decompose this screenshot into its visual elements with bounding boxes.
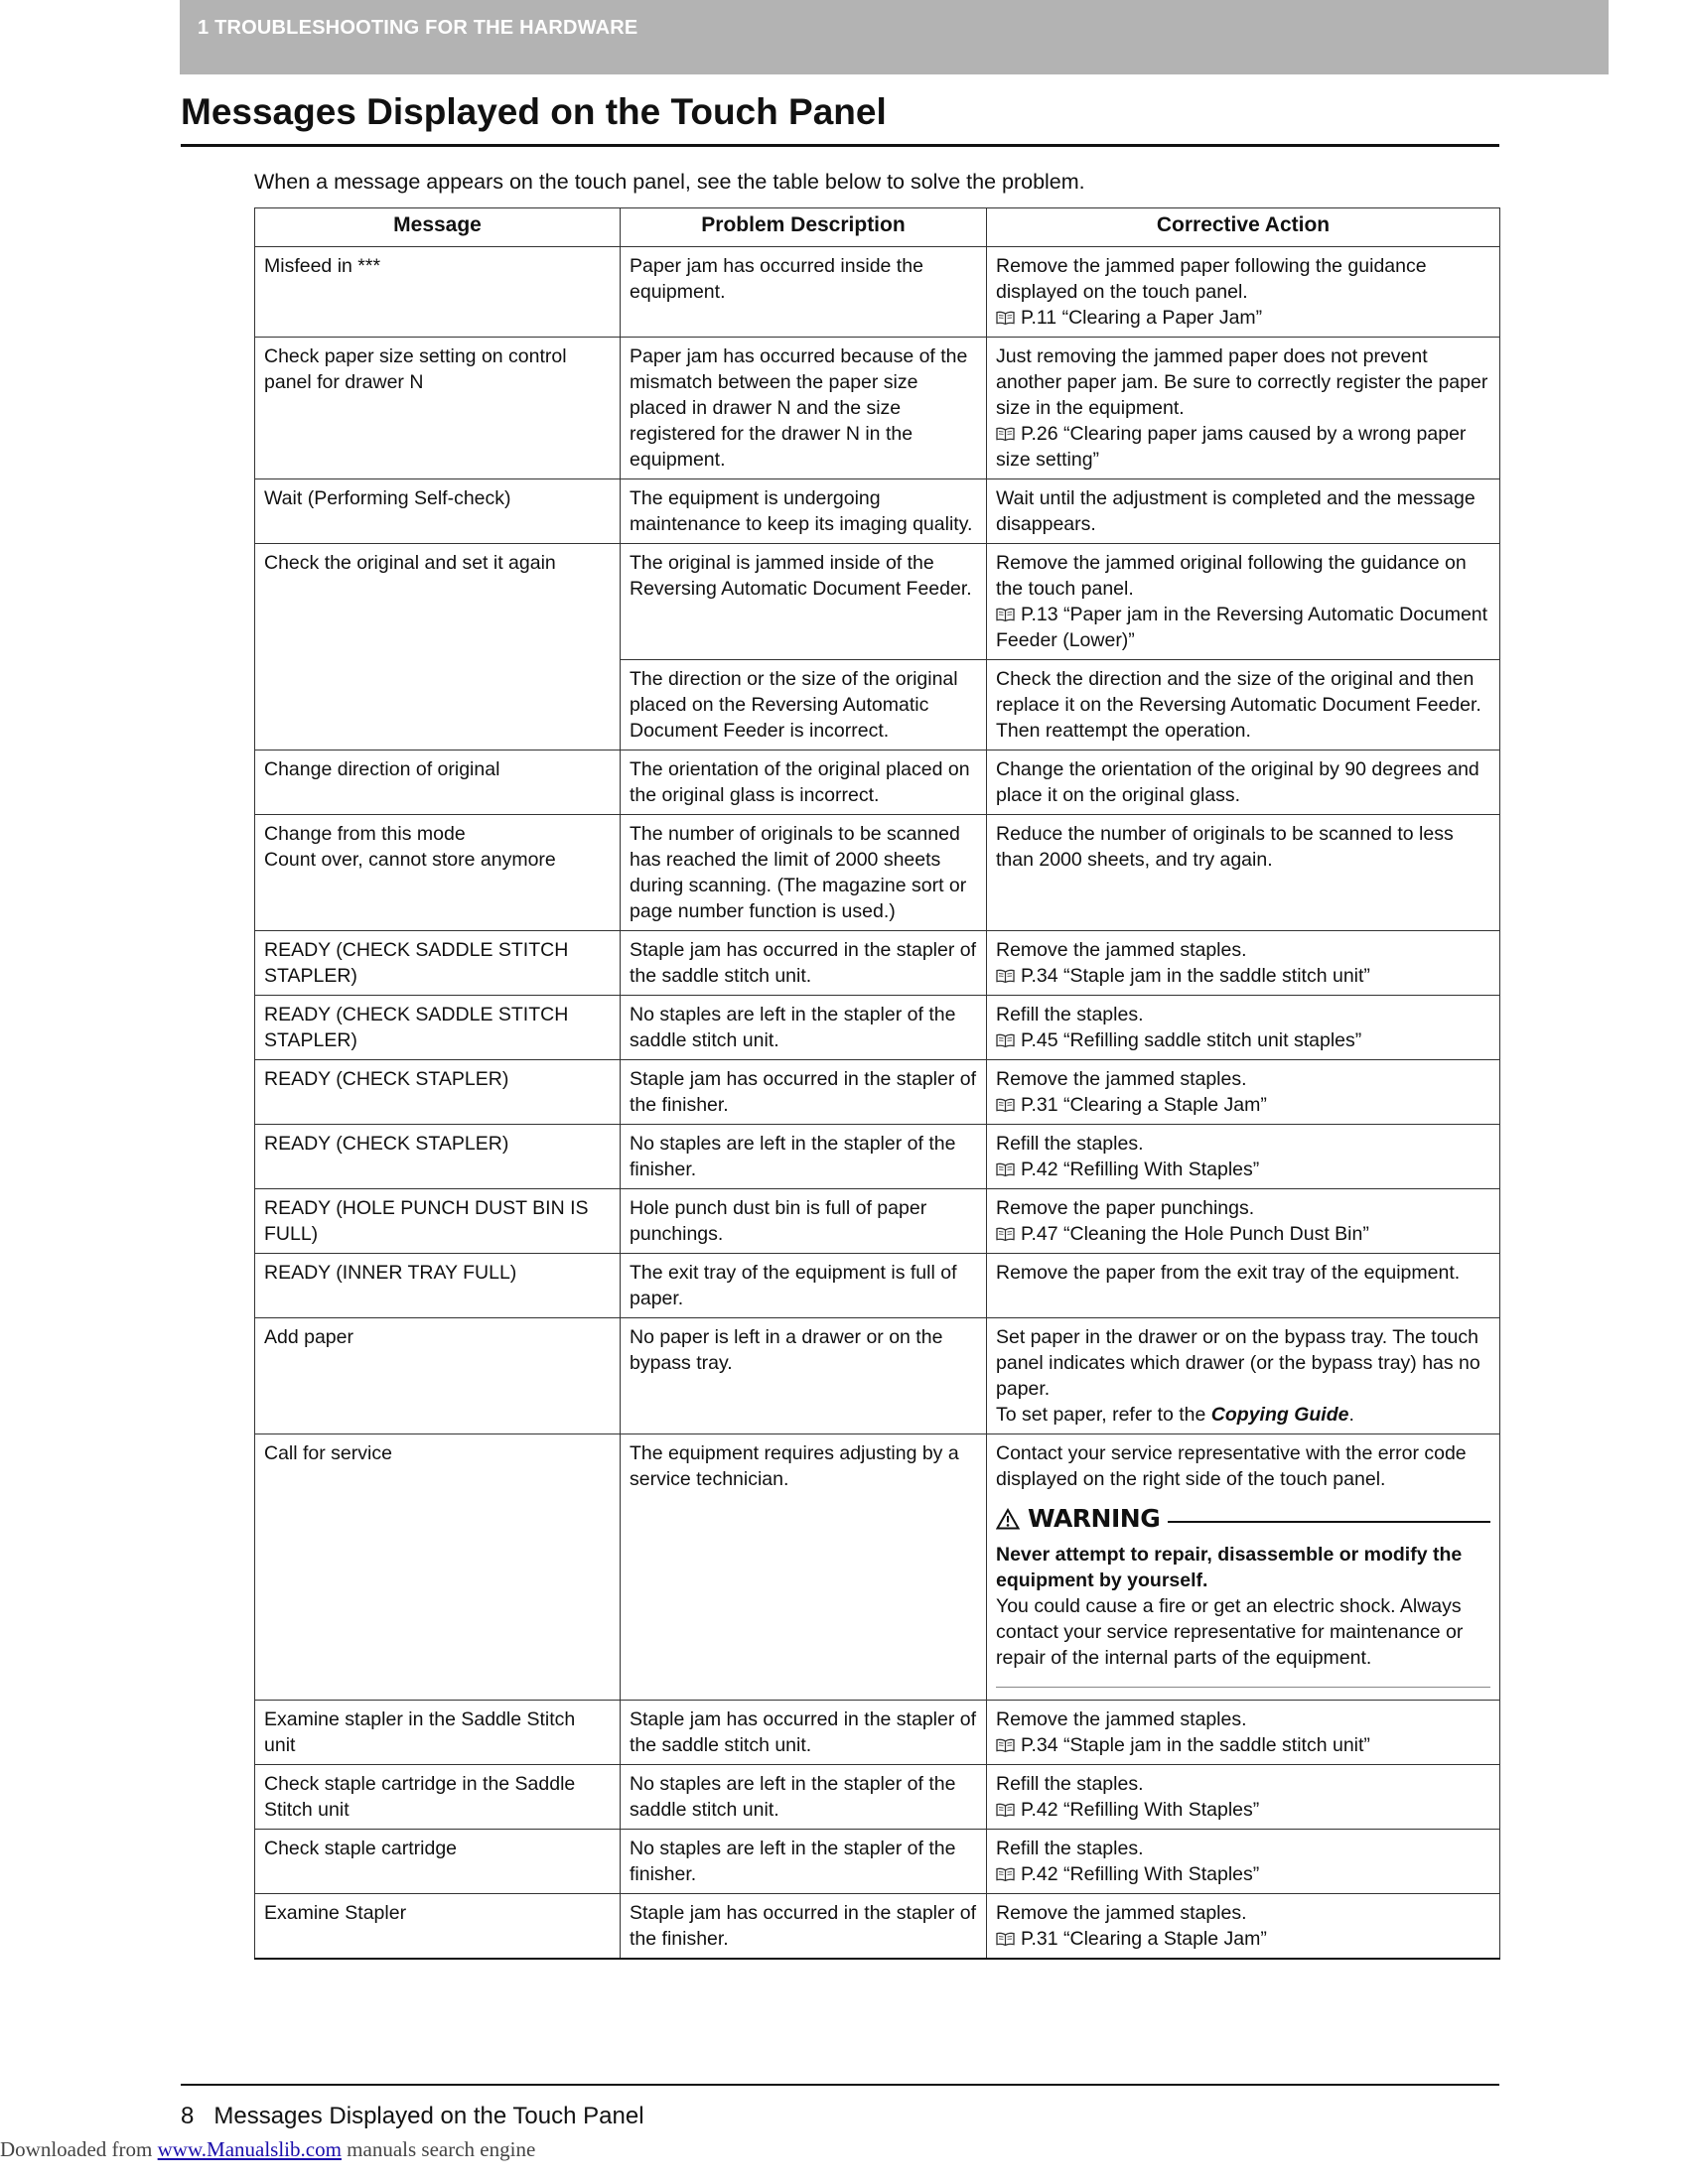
action-guide-suffix: . <box>1348 1404 1354 1426</box>
message-cell <box>255 1060 621 1125</box>
problem-cell <box>621 1894 987 1960</box>
message-text: READY (INNER TRAY FULL) <box>264 1262 517 1284</box>
table-row <box>255 1060 1500 1125</box>
problem-text: The orientation of the original placed on the original glass is incorrect. <box>630 758 970 806</box>
message-cell <box>255 1701 621 1765</box>
table-row <box>255 815 1500 931</box>
message-cell <box>255 1765 621 1830</box>
problem-cell <box>621 1060 987 1125</box>
action-cell <box>987 1701 1500 1765</box>
message-cell <box>255 479 621 544</box>
table-row <box>255 1701 1500 1765</box>
message-cell <box>255 815 621 931</box>
problem-text: The exit tray of the equipment is full of paper. <box>630 1262 957 1309</box>
message-text: READY (CHECK STAPLER) <box>264 1133 509 1155</box>
problem-text: The number of originals to be scanned has reached the limit of 2000 sheets during scanning. (The magazine sort or page number function is used.) <box>630 823 967 922</box>
problem-cell <box>621 1830 987 1894</box>
problem-text: Staple jam has occurred in the stapler of the finisher. <box>630 1902 977 1950</box>
page-reference <box>996 1861 1490 1887</box>
message-cell <box>255 1318 621 1434</box>
message-text: READY (HOLE PUNCH DUST BIN IS FULL) <box>264 1197 589 1245</box>
message-cell <box>255 1125 621 1189</box>
table-row <box>255 1830 1500 1894</box>
page-reference-text: P.42 “Refilling With Staples” <box>1021 1799 1260 1821</box>
page-reference <box>996 602 1490 653</box>
page-footer <box>181 2103 644 2130</box>
action-guide-line <box>996 1402 1490 1428</box>
action-text: Remove the jammed staples. <box>996 1708 1247 1730</box>
footer-title: Messages Displayed on the Touch Panel <box>213 2103 644 2129</box>
problem-text: Paper jam has occurred because of the mismatch between the paper size placed in drawer N and the size registered for the drawer N in the equipment. <box>630 345 968 471</box>
problem-text: The equipment requires adjusting by a service technician. <box>630 1442 959 1490</box>
action-text: Remove the paper punchings. <box>996 1197 1255 1219</box>
action-text: Check the direction and the size of the original and then replace it on the Reversing Automatic Document Feeder. Then reattempt the operation. <box>996 668 1481 742</box>
action-text: Wait until the adjustment is completed and the message disappears. <box>996 487 1476 535</box>
action-text: Just removing the jammed paper does not prevent another paper jam. Be sure to correctly register the paper size in the equipment. <box>996 345 1488 419</box>
table-body <box>255 247 1500 1318</box>
copying-guide-title: Copying Guide <box>1210 1404 1349 1426</box>
action-cell <box>987 815 1500 931</box>
action-cell <box>987 544 1500 660</box>
table-row <box>255 479 1500 544</box>
footer-divider <box>181 2084 1499 2086</box>
problem-text: No staples are left in the stapler of the saddle stitch unit. <box>630 1773 956 1821</box>
problem-cell <box>621 479 987 544</box>
action-text: Reduce the number of originals to be scanned to less than 2000 sheets, and try again. <box>996 823 1454 871</box>
problem-cell <box>621 751 987 815</box>
book-reference-icon <box>996 1867 1015 1881</box>
table-header-row <box>255 208 1500 247</box>
problem-text: The original is jammed inside of the Reversing Automatic Document Feeder. <box>630 552 972 600</box>
action-text: Refill the staples. <box>996 1838 1144 1859</box>
table-row <box>255 751 1500 815</box>
message-text: Count over, cannot store anymore <box>264 849 556 871</box>
problem-text: Staple jam has occurred in the stapler of the saddle stitch unit. <box>630 939 977 987</box>
problem-cell <box>621 544 987 660</box>
problem-cell <box>621 815 987 931</box>
message-text: Check paper size setting on control panel for drawer N <box>264 345 567 393</box>
message-cell <box>255 1254 621 1318</box>
message-text: Misfeed in *** <box>264 255 381 277</box>
problem-text: Staple jam has occurred in the stapler of the finisher. <box>630 1068 977 1116</box>
message-text: Check staple cartridge <box>264 1838 458 1859</box>
action-cell <box>987 1125 1500 1189</box>
problem-cell <box>621 931 987 996</box>
download-banner <box>0 2137 535 2162</box>
page-reference-text: P.34 “Staple jam in the saddle stitch unit” <box>1021 965 1370 987</box>
problem-cell <box>621 660 987 751</box>
page-reference <box>996 963 1490 989</box>
action-guide-prefix: To set paper, refer to the <box>996 1404 1211 1426</box>
message-text: Check the original and set it again <box>264 552 556 574</box>
book-reference-icon <box>996 311 1015 325</box>
table-row <box>255 1318 1500 1434</box>
message-cell <box>255 544 621 751</box>
action-cell <box>987 1830 1500 1894</box>
action-cell <box>987 1060 1500 1125</box>
problem-text: Staple jam has occurred in the stapler of the saddle stitch unit. <box>630 1708 977 1756</box>
action-text: Change the orientation of the original by 90 degrees and place it on the original glass. <box>996 758 1479 806</box>
warning-text: You could cause a fire or get an electric shock. Always contact your service representative for maintenance or repair of the internal parts of the equipment. <box>996 1595 1464 1669</box>
page-reference-text: P.31 “Clearing a Staple Jam” <box>1021 1928 1267 1950</box>
message-text: Check staple cartridge in the Saddle Stitch unit <box>264 1773 576 1821</box>
message-text: Call for service <box>264 1442 392 1464</box>
book-reference-icon <box>996 969 1015 983</box>
action-cell <box>987 338 1500 479</box>
action-cell <box>987 1765 1500 1830</box>
problem-cell <box>621 1434 987 1701</box>
page-number: 8 <box>181 2103 195 2129</box>
page-title: Messages Displayed on the Touch Panel <box>181 91 887 132</box>
problem-cell <box>621 1189 987 1254</box>
page-reference <box>996 1221 1490 1247</box>
problem-text: No paper is left in a drawer or on the bypass tray. <box>630 1326 943 1374</box>
download-prefix: Downloaded from <box>0 2137 158 2161</box>
message-text: Examine stapler in the Saddle Stitch unit <box>264 1708 576 1756</box>
message-cell <box>255 1434 621 1701</box>
table-row <box>255 1254 1500 1318</box>
book-reference-icon <box>996 427 1015 441</box>
action-cell <box>987 247 1500 338</box>
problem-cell <box>621 338 987 479</box>
action-text: Set paper in the drawer or on the bypass tray. The touch panel indicates which drawer (or the bypass tray) has no paper. <box>996 1326 1480 1400</box>
download-suffix: manuals search engine <box>341 2137 536 2161</box>
page-reference <box>996 1797 1490 1823</box>
messages-table <box>254 207 1500 1960</box>
table-row <box>255 338 1500 479</box>
table-body-special <box>255 1318 1500 1701</box>
header-problem: Problem Description <box>621 208 987 247</box>
table-row <box>255 1434 1500 1701</box>
action-text: Refill the staples. <box>996 1004 1144 1025</box>
message-text: Wait (Performing Self-check) <box>264 487 511 509</box>
header-message: Message <box>255 208 621 247</box>
action-cell <box>987 751 1500 815</box>
header-action: Corrective Action <box>987 208 1500 247</box>
problem-text: No staples are left in the stapler of the saddle stitch unit. <box>630 1004 956 1051</box>
message-cell <box>255 247 621 338</box>
page-reference-text: P.42 “Refilling With Staples” <box>1021 1863 1260 1885</box>
action-cell <box>987 931 1500 996</box>
warning-rule <box>1168 1521 1490 1523</box>
action-text: Refill the staples. <box>996 1133 1144 1155</box>
action-text: Remove the jammed staples. <box>996 1068 1247 1090</box>
message-cell <box>255 1894 621 1960</box>
page-reference <box>996 305 1490 331</box>
page-reference <box>996 1157 1490 1182</box>
page-reference-text: P.34 “Staple jam in the saddle stitch unit” <box>1021 1734 1370 1756</box>
manualslib-link[interactable]: www.Manualslib.com <box>157 2137 342 2161</box>
problem-text: Hole punch dust bin is full of paper punchings. <box>630 1197 927 1245</box>
page-reference-text: P.45 “Refilling saddle stitch unit staples” <box>1021 1029 1362 1051</box>
section-header-bar <box>180 0 1609 74</box>
action-text: Remove the jammed paper following the guidance displayed on the touch panel. <box>996 255 1427 303</box>
problem-cell <box>621 1318 987 1434</box>
action-text: Refill the staples. <box>996 1773 1144 1795</box>
message-text: Examine Stapler <box>264 1902 407 1924</box>
book-reference-icon <box>996 1098 1015 1112</box>
action-cell <box>987 996 1500 1060</box>
title-divider <box>181 144 1499 147</box>
table-row <box>255 247 1500 338</box>
action-text: Contact your service representative with the error code displayed on the right side of the touch panel. <box>996 1442 1467 1490</box>
problem-cell <box>621 1701 987 1765</box>
action-text: Remove the jammed original following the guidance on the touch panel. <box>996 552 1467 600</box>
problem-cell <box>621 1254 987 1318</box>
message-cell <box>255 1189 621 1254</box>
intro-text: When a message appears on the touch panel, see the table below to solve the problem. <box>254 170 1085 194</box>
book-reference-icon <box>996 1227 1015 1241</box>
book-reference-icon <box>996 608 1015 621</box>
page-reference <box>996 1027 1490 1053</box>
action-cell <box>987 1318 1500 1434</box>
page-reference <box>996 421 1490 473</box>
page-reference-text: P.11 “Clearing a Paper Jam” <box>1021 307 1263 329</box>
page-reference-text: P.42 “Refilling With Staples” <box>1021 1159 1260 1180</box>
table-row <box>255 931 1500 996</box>
problem-text: The equipment is undergoing maintenance to keep its imaging quality. <box>630 487 973 535</box>
book-reference-icon <box>996 1803 1015 1817</box>
table-row <box>255 1125 1500 1189</box>
warning-heading <box>996 1506 1490 1532</box>
table-row <box>255 1189 1500 1254</box>
action-text: Remove the jammed staples. <box>996 1902 1247 1924</box>
problem-text: No staples are left in the stapler of the finisher. <box>630 1133 956 1180</box>
table-row <box>255 1894 1500 1960</box>
problem-text: The direction or the size of the original placed on the Reversing Automatic Document Feeder is incorrect. <box>630 668 958 742</box>
action-cell <box>987 1254 1500 1318</box>
table-body-tail <box>255 1701 1500 1960</box>
message-text: Add paper <box>264 1326 353 1348</box>
warning-bold-text: Never attempt to repair, disassemble or modify the equipment by yourself. <box>996 1544 1463 1591</box>
message-text: READY (CHECK STAPLER) <box>264 1068 509 1090</box>
action-cell <box>987 660 1500 751</box>
problem-cell <box>621 1125 987 1189</box>
message-text: READY (CHECK SADDLE STITCH STAPLER) <box>264 1004 569 1051</box>
book-reference-icon <box>996 1162 1015 1176</box>
problem-text: Paper jam has occurred inside the equipment. <box>630 255 923 303</box>
problem-cell <box>621 1765 987 1830</box>
problem-text: No staples are left in the stapler of the finisher. <box>630 1838 956 1885</box>
message-cell <box>255 338 621 479</box>
page-reference <box>996 1732 1490 1758</box>
message-cell <box>255 1830 621 1894</box>
action-cell <box>987 479 1500 544</box>
problem-cell <box>621 247 987 338</box>
action-cell <box>987 1189 1500 1254</box>
table-row <box>255 996 1500 1060</box>
book-reference-icon <box>996 1932 1015 1946</box>
warning-triangle-icon <box>996 1508 1020 1530</box>
action-cell <box>987 1434 1500 1701</box>
section-header-label: 1 TROUBLESHOOTING FOR THE HARDWARE <box>198 17 638 39</box>
page-reference-text: P.13 “Paper jam in the Reversing Automatic Document Feeder (Lower)” <box>996 604 1488 651</box>
book-reference-icon <box>996 1738 1015 1752</box>
action-cell <box>987 1894 1500 1960</box>
page-reference-text: P.26 “Clearing paper jams caused by a wrong paper size setting” <box>996 423 1467 471</box>
warning-label: WARNING <box>1028 1504 1161 1533</box>
page-reference <box>996 1092 1490 1118</box>
page-reference-text: P.31 “Clearing a Staple Jam” <box>1021 1094 1267 1116</box>
action-text: Remove the jammed staples. <box>996 939 1247 961</box>
action-text: Remove the paper from the exit tray of the equipment. <box>996 1262 1461 1284</box>
table-row <box>255 1765 1500 1830</box>
message-cell <box>255 931 621 996</box>
message-text: Change from this mode <box>264 823 466 845</box>
page-reference <box>996 1926 1490 1952</box>
book-reference-icon <box>996 1033 1015 1047</box>
table-row <box>255 544 1500 660</box>
message-cell <box>255 751 621 815</box>
message-text: Change direction of original <box>264 758 500 780</box>
page-reference-text: P.47 “Cleaning the Hole Punch Dust Bin” <box>1021 1223 1369 1245</box>
message-text: READY (CHECK SADDLE STITCH STAPLER) <box>264 939 569 987</box>
message-cell <box>255 996 621 1060</box>
problem-cell <box>621 996 987 1060</box>
warning-end-rule <box>996 1687 1490 1688</box>
